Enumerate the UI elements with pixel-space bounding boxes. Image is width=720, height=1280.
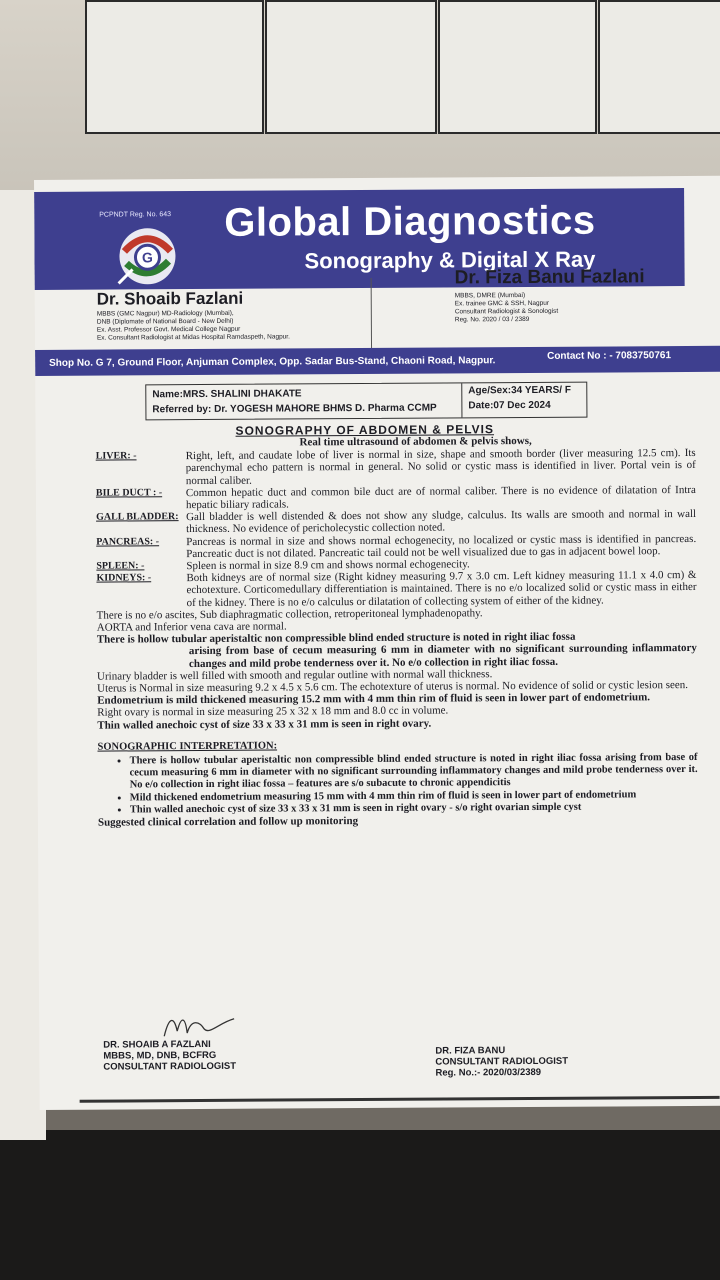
report-intro: Real time ultrasound of abdomen & pelvis shows, <box>299 434 532 449</box>
finding-label: LIVER: - <box>95 450 137 462</box>
qual-line: MBBS, DMRE (Mumbai) <box>454 292 526 300</box>
interpretation-item: • There is hollow tubular aperistaltic non compressible blind ended structure is noted in right iliac fossa arising from base of cecum measuring 6 mm in diameter with no significant surrounding inflammatory changes and mild probe tenderness over it. No e/o collection in right iliac fossa – features are s/o subacute to chronic appendicitis <box>130 752 698 792</box>
cabinet-door <box>85 0 264 134</box>
finding-label: PANCREAS: - <box>96 535 160 548</box>
clinic-logo-icon <box>112 221 182 291</box>
header-divider <box>371 278 372 350</box>
patient-info-divider <box>461 383 462 417</box>
finding-endometrium: Endometrium is mild thickened measuring 15.2 mm with 4 mm thin rim of fluid is seen in lower part of endometrium. <box>97 691 651 707</box>
interpretation-item: • Mild thickened endometrium measuring 15 mm with 4 mm thin rim of fluid is seen in lower part of endometrium <box>130 789 698 805</box>
age-sex: Age/Sex:34 YEARS/ F <box>468 384 571 397</box>
patient-info-box <box>145 382 587 421</box>
signature-right <box>435 1045 568 1079</box>
signature-line: CONSULTANT RADIOLOGIST <box>435 1055 569 1068</box>
report-title: SONOGRAPHY OF ABDOMEN & PELVIS <box>235 422 495 438</box>
report-date: Date:07 Dec 2024 <box>468 399 551 412</box>
report-sheet <box>34 176 720 1110</box>
signature-line: DR. FIZA BANU <box>435 1045 506 1057</box>
finding-text: Spleen is normal in size 8.9 cm and shows normal echogenecity. <box>186 558 470 573</box>
finding-uterus: Uterus is Normal in size measuring 9.2 x 4.5 x 5.6 cm. The echotexture of uterus is normal. No evidence of solid or cystic lesion seen. <box>97 679 689 695</box>
background-wall <box>0 0 720 190</box>
finding-ascites: There is no e/o ascites, Sub diaphragmatic collection, retroperitoneal lymphadenopathy. <box>96 607 483 622</box>
cabinet-door <box>438 0 597 134</box>
clinic-address: Shop No. G 7, Ground Floor, Anjuman Complex, Opp. Sadar Bus-Stand, Chaoni Road, Nagpur. <box>49 355 496 369</box>
finding-appendix: There is hollow tubular aperistaltic non compressible blind ended structure is noted in right iliac fossa <box>96 630 576 646</box>
finding-liver <box>96 447 696 487</box>
interpretation-heading: SONOGRAPHIC INTERPRETATION: <box>97 740 278 753</box>
doctor-left-name: Dr. Shoaib Fazlani <box>96 288 244 309</box>
finding-text: Common hepatic duct and common bile duct are of normal caliber. There is no evidence of dilatation of Intra hepatic biliary radicals. <box>185 483 696 512</box>
pcpndt-reg: PCPNDT Reg. No. 643 <box>99 211 172 219</box>
qual-line: Reg. No. 2020 / 03 / 2389 <box>454 315 530 324</box>
finding-bile-duct <box>96 484 696 512</box>
floor <box>0 1130 720 1280</box>
suggestion: Suggested clinical correlation and follow up monitoring <box>97 815 359 829</box>
finding-gall-bladder <box>96 508 696 536</box>
report-body <box>96 434 698 829</box>
finding-cyst: Thin walled anechoic cyst of size 33 x 33 x 31 mm is seen in right ovary. <box>97 717 432 732</box>
signature-line: DR. SHOAIB A FAZLANI <box>103 1038 211 1051</box>
qual-line: MBBS (GMC Nagpur) MD-Radiology (Mumbai), <box>96 309 234 318</box>
finding-text: Right, left, and caudate lobe of liver is normal in size, shape and smooth border (liver measuring 12.5 cm). Its parenchymal echo pattern is normal in general. No solid or cystic mass is identified in liver. Portal vein is of normal caliber. <box>185 447 696 487</box>
finding-appendix-cont: arising from base of cecum measuring 6 mm in diameter with no significant surrounding inflammatory changes and mild probe tenderness over it. No e/o collection in right iliac fossa. <box>188 642 697 670</box>
clinic-name: Global Diagnostics <box>224 198 596 245</box>
finding-label: SPLEEN: - <box>96 560 145 572</box>
address-band <box>35 346 720 376</box>
finding-ovary: Right ovary is normal in size measuring 25 x 32 x 18 mm and 8.0 cc in volume. <box>97 704 449 720</box>
finding-text: Both kidneys are of normal size (Right kidney measuring 9.7 x 3.0 cm. Left kidney measuring 11.1 x 4.0 cm) & echotexture. Corticomedullary differentiation is maintained. There is no e/o localized solid or cystic mass in either of the kidney. There is no e/o calculus or dilatation of collecting system of either of the kidney. <box>186 569 697 609</box>
qual-line: Ex. trainee GMC & SSH, Nagpur <box>454 299 550 308</box>
cabinet-door <box>598 0 720 134</box>
svg-text:G: G <box>141 249 153 266</box>
signature-line: CONSULTANT RADIOLOGIST <box>103 1060 237 1073</box>
finding-label: GALL BLADDER: <box>96 511 179 523</box>
doctor-right-qualifications <box>455 291 685 324</box>
footer-rule <box>80 1096 720 1103</box>
interpretation-item: • Thin walled anechoic cyst of size 33 x 33 x 31 mm is seen in right ovary - s/o right ovarian simple cyst <box>130 801 698 817</box>
qual-line: Ex. Consultant Radiologist at Midas Hospital Ramdaspeth, Nagpur. <box>96 333 290 342</box>
interpretation-list <box>98 752 698 817</box>
qual-line: Consultant Radiologist & Sonologist <box>454 307 559 316</box>
clinic-tagline: Sonography & Digital X Ray <box>304 246 596 274</box>
finding-label: KIDNEYS: - <box>96 572 152 584</box>
finding-label: BILE DUCT : - <box>95 487 163 499</box>
finding-text: Gall bladder is well distended & does not show any sludge, calculus. Its walls are smooth and normal in wall thickness. No evidence of pericholecystic collection noted. <box>186 508 697 536</box>
cabinet-door <box>265 0 437 134</box>
signature-line: MBBS, MD, DNB, BCFRG <box>103 1049 217 1062</box>
finding-kidneys <box>96 569 696 609</box>
doctor-right-name: Dr. Fiza Banu Fazlani <box>454 266 645 289</box>
finding-aorta: AORTA and Inferior vena cava are normal. <box>96 620 287 634</box>
referred-by: Referred by: Dr. YOGESH MAHORE BHMS D. Pharma CCMP <box>152 402 437 416</box>
contact-number: Contact No : - 7083750761 <box>547 350 672 362</box>
signature-left <box>103 1039 236 1073</box>
patient-name: Name:MRS. SHALINI DHAKATE <box>152 388 302 401</box>
signature-scribble-icon <box>159 1011 239 1041</box>
finding-text: Pancreas is normal in size and shows normal echogenecity, no localized or cystic mass is identified in pancreas. Pancreatic duct is not dilated. Pancreatic tail could not be well visualized due to gas in adjacent bowel loop. <box>186 532 697 560</box>
qual-line: DNB (Diplomate of National Board - New Delhi) <box>96 317 234 326</box>
signature-line: Reg. No.:- 2020/03/2389 <box>435 1066 542 1079</box>
finding-pancreas <box>96 533 696 561</box>
qual-line: Ex. Asst. Professor Govt. Medical College Nagpur <box>96 325 241 334</box>
doctor-left-qualifications <box>97 309 357 343</box>
finding-bladder: Urinary bladder is well filled with smooth and regular outline with normal wall thickness. <box>96 668 493 683</box>
